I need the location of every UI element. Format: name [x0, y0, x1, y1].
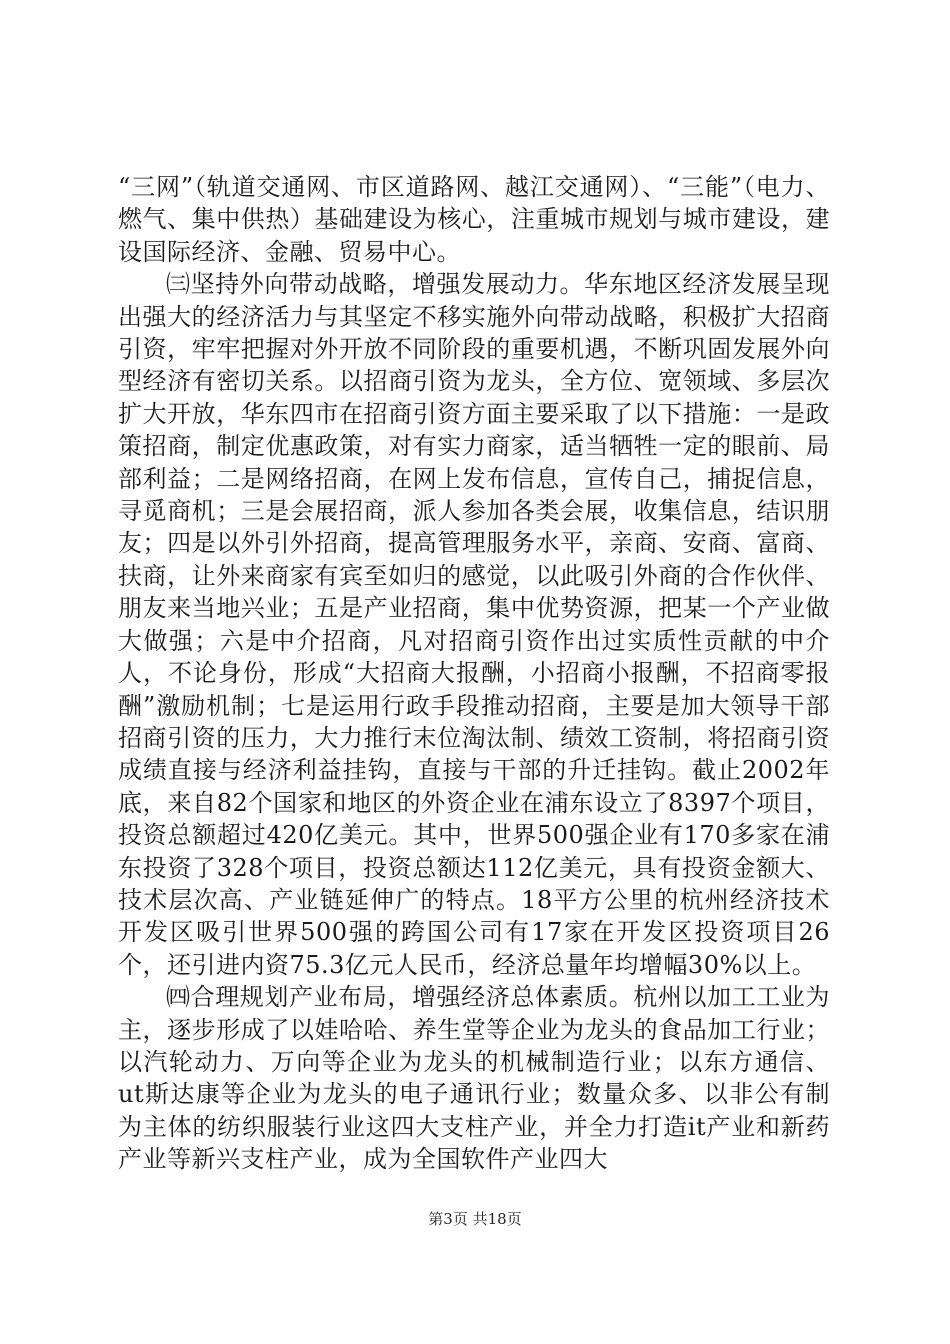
- paragraph-1: “三网”（轨道交通网、市区道路网、越江交通网）、“三能”（电力、燃气、集中供热）基础建设为核心，注重城市规划与城市建设，建设国际经济、金融、贸易中心。: [118, 173, 830, 266]
- paragraph-2: ㈢坚持外向带动战略，增强发展动力。华东地区经济发展呈现出强大的经济活力与其坚定不移实施外向带动战略，积极扩大招商引资，牢牢把握对外开放不同阶段的重要机遇，不断巩固发展外向型经济有密切关系。以招商引资为龙头，全方位、宽领域、多层次扩大开放，华东四市在招商引资方面主要采取了以下措施：一是政策招商，制定优惠政策，对有实力商家，适当牺牲一定的眼前、局部利益；二是网络招商，在网上发布信息，宣传自己，捕捉信息，寻觅商机；三是会展招商，派人参加各类会展，收集信息，结识朋友；四是以外引外招商，提高管理服务水平，亲商、安商、富商、扶商，让外来商家有宾至如归的感觉，以此吸引外商的合作伙伴、朋友来当地兴业；五是产业招商，集中优势资源，把某一个产业做大做强；六是中介招商，凡对招商引资作出过实质性贡献的中介人，不论身份，形成“大招商大报酬，小招商小报酬，不招商零报酬”激励机制；七是运用行政手段推动招商，主要是加大领导干部招商引资的压力，大力推行末位淘汰制、绩效工资制，将招商引资成绩直接与经济利益挂钩，直接与干部的升迁挂钩。截止2002年底，来自82个国家和地区的外资企业在浦东设立了8397个项目，投资总额超过420亿美元。其中，世界500强企业有170多家在浦东投资了328个项目，投资总额达112亿美元，具有投资金额大、技术层次高、产业链延伸广的特点。18平方公里的杭州经济技术开发区吸引世界500强的跨国公司有17家在开发区投资项目26个，还引进内资75.3亿元人民币，经济总量年均增幅30%以上。: [118, 270, 830, 979]
- paragraph-3: ㈣合理规划产业布局，增强经济总体素质。杭州以加工工业为主，逐步形成了以娃哈哈、养生堂等企业为龙头的食品加工行业；以汽轮动力、万向等企业为龙头的机械制造行业；以东方通信、ut斯达康等企业为龙头的电子通讯行业；数量众多、以非公有制为主体的纺织服装行业这四大支柱产业，并全力打造it产业和新药产业等新兴支柱产业，成为全国软件产业四大: [118, 983, 830, 1174]
- page-footer: 第3页 共18页: [428, 1210, 522, 1228]
- document-body: [118, 171, 830, 1176]
